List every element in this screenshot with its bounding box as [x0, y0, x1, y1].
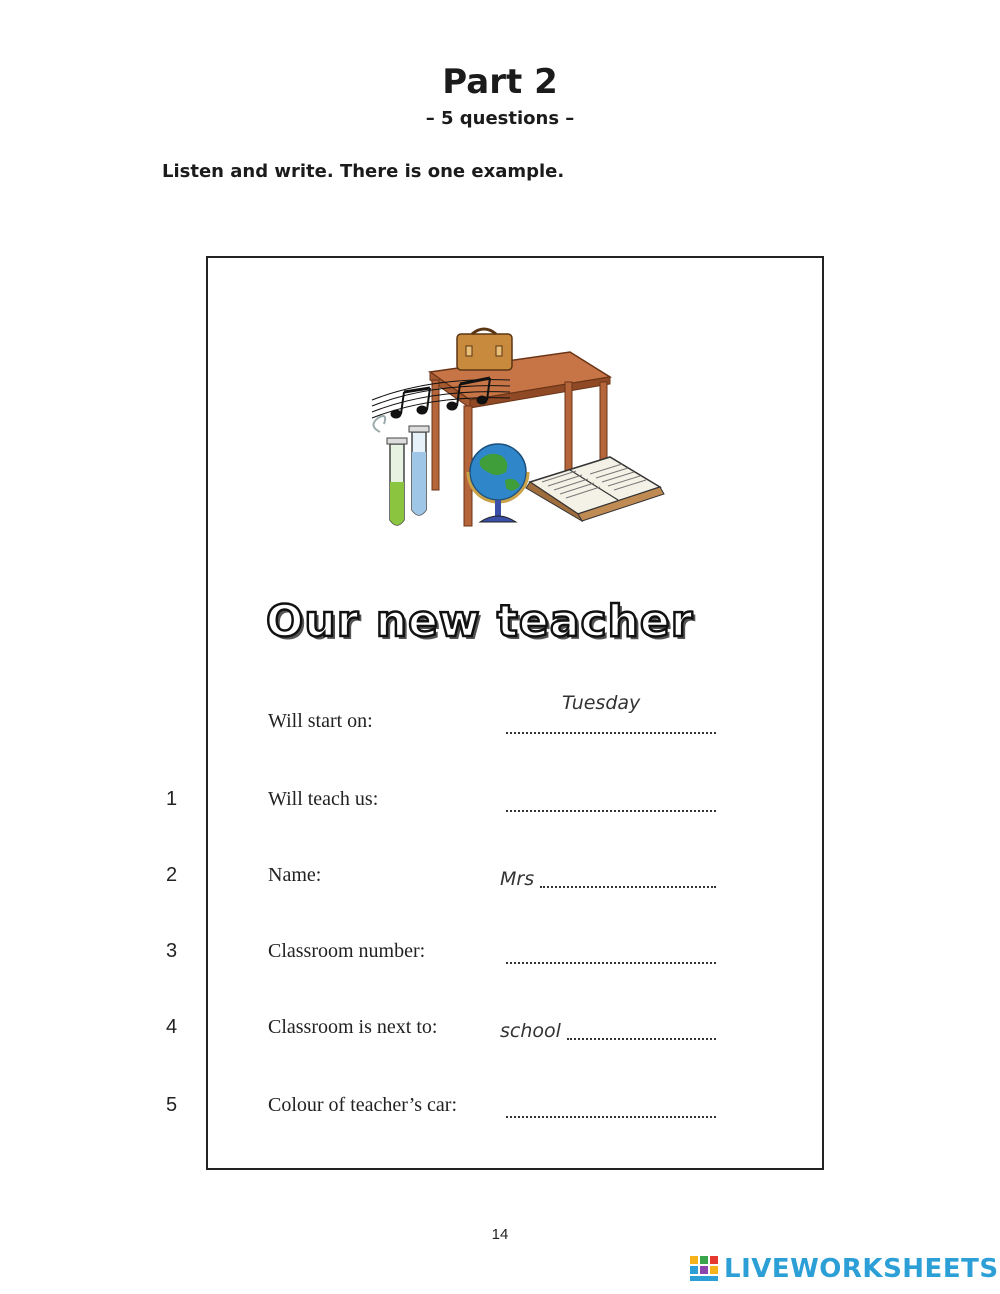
answer-field-5[interactable] — [500, 1094, 716, 1120]
question-row-4 — [0, 1016, 1000, 1056]
row-label: Classroom is next to: — [268, 1016, 438, 1038]
question-number: 2 — [166, 864, 178, 886]
dotted-line — [506, 810, 716, 812]
row-label: Name: — [268, 864, 322, 886]
row-label: Will teach us: — [268, 788, 379, 810]
liveworksheets-logo-icon — [690, 1256, 720, 1282]
part-subtitle: – 5 questions – — [425, 108, 575, 129]
question-row-3 — [0, 940, 1000, 980]
row-label: Will start on: — [268, 710, 373, 732]
test-tubes-icon — [373, 416, 429, 525]
question-row-1 — [0, 788, 1000, 828]
row-label: Classroom number: — [268, 940, 426, 962]
question-number: 3 — [166, 940, 178, 962]
question-number: 1 — [166, 788, 178, 810]
dotted-line — [506, 732, 716, 734]
dotted-line — [540, 886, 716, 888]
row-label: Colour of teacher’s car: — [268, 1094, 457, 1116]
dotted-line — [506, 1116, 716, 1118]
example-answer: Tuesday — [562, 692, 641, 714]
example-row — [0, 692, 1000, 750]
answer-prefix: Mrs — [500, 868, 535, 890]
question-row-2 — [0, 864, 1000, 904]
instructions: Listen and write. There is one example. — [162, 161, 565, 182]
answer-field-2[interactable] — [500, 864, 716, 890]
briefcase-icon — [457, 329, 512, 370]
page-number: 14 — [491, 1226, 509, 1243]
question-number: 5 — [166, 1094, 178, 1116]
answer-field-3[interactable] — [500, 940, 716, 966]
question-number: 4 — [166, 1016, 178, 1038]
globe-icon — [468, 444, 528, 522]
part-title: Part 2 — [442, 62, 558, 102]
brand-logo[interactable] — [690, 1254, 999, 1284]
question-row-5 — [0, 1094, 1000, 1134]
classroom-items-illustration — [360, 322, 680, 536]
dotted-line — [506, 962, 716, 964]
answer-field-1[interactable] — [500, 788, 716, 814]
answer-prefix: school — [500, 1020, 561, 1042]
brand-text: LIVEWORKSHEETS — [724, 1254, 999, 1284]
answer-field-example[interactable] — [500, 692, 716, 736]
answer-field-4[interactable] — [500, 1016, 716, 1042]
card-title: Our new teacher — [266, 596, 694, 647]
dotted-line — [567, 1038, 716, 1040]
open-book-icon — [526, 457, 664, 521]
